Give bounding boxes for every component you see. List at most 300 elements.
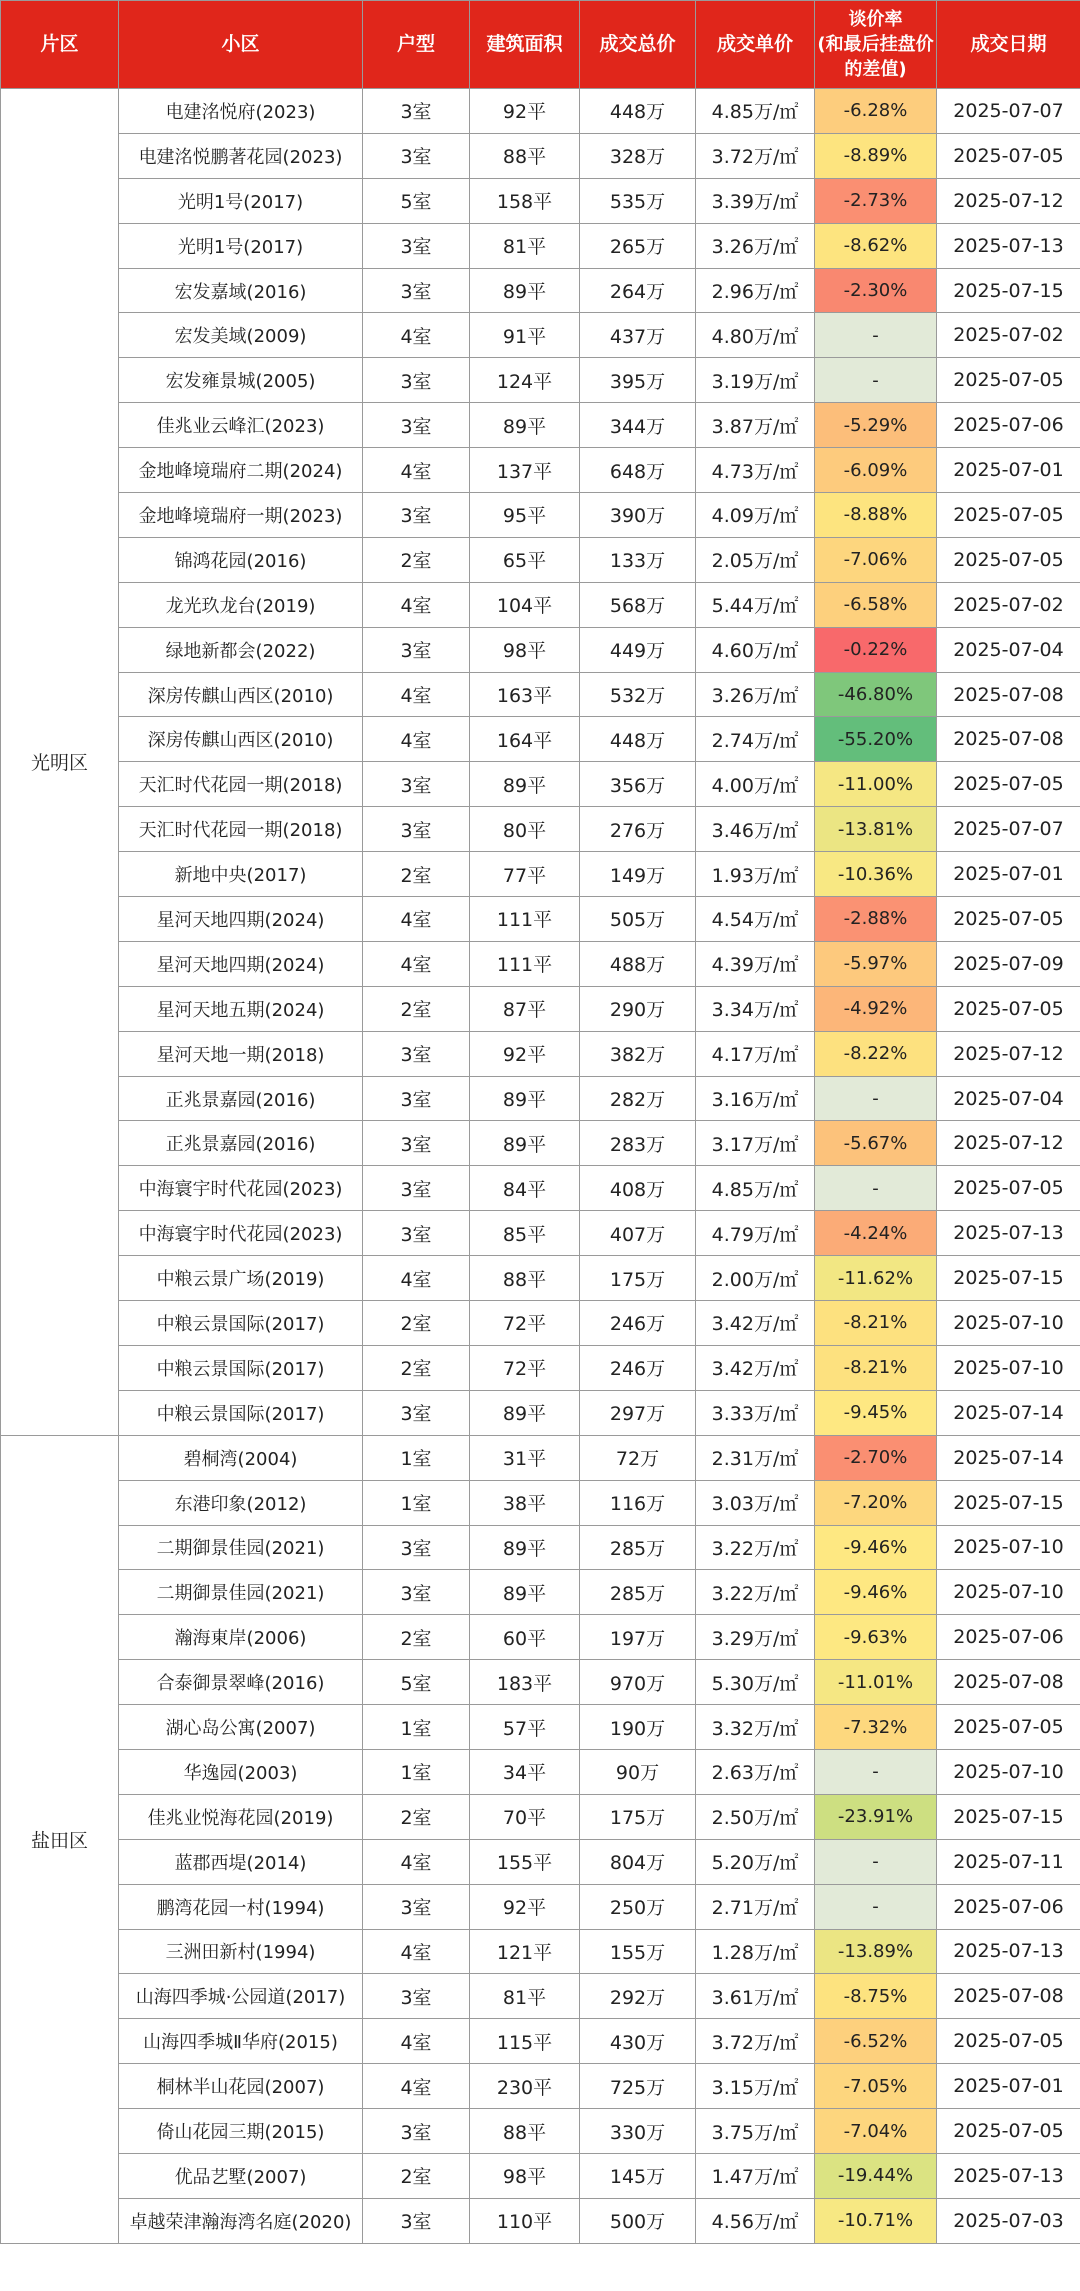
discount-rate-cell: -11.00%: [815, 762, 937, 807]
table-row: [1, 1211, 1080, 1256]
total-price-cell: 265万: [580, 223, 696, 268]
unit-price-cell: 4.60万/㎡: [696, 627, 815, 672]
community-cell: 深房传麒山西区(2010): [119, 717, 363, 762]
layout-cell: 4室: [363, 448, 470, 493]
table-row: [1, 1345, 1080, 1390]
unit-price-cell: 4.79万/㎡: [696, 1211, 815, 1256]
area-cell: 80平: [470, 807, 580, 852]
date-cell: 2025-07-10: [937, 1570, 1080, 1615]
community-cell: 华逸园(2003): [119, 1749, 363, 1794]
discount-rate-cell: -6.28%: [815, 89, 937, 134]
layout-cell: 3室: [363, 2109, 470, 2154]
unit-price-cell: 2.63万/㎡: [696, 1749, 815, 1794]
date-cell: 2025-07-13: [937, 2153, 1080, 2198]
discount-rate-cell: -23.91%: [815, 1794, 937, 1839]
layout-cell: 3室: [363, 1031, 470, 1076]
date-cell: 2025-07-05: [937, 2019, 1080, 2064]
layout-cell: 3室: [363, 133, 470, 178]
area-cell: 89平: [470, 762, 580, 807]
date-cell: 2025-07-04: [937, 627, 1080, 672]
table-row: [1, 223, 1080, 268]
unit-price-cell: 2.71万/㎡: [696, 1884, 815, 1929]
community-cell: 中粮云景广场(2019): [119, 1256, 363, 1301]
community-cell: 宏发美域(2009): [119, 313, 363, 358]
discount-rate-cell: -6.58%: [815, 582, 937, 627]
community-cell: 中粮云景国际(2017): [119, 1390, 363, 1435]
discount-rate-cell: -2.30%: [815, 268, 937, 313]
layout-cell: 2室: [363, 537, 470, 582]
col-header-date: 成交日期: [937, 1, 1080, 89]
discount-rate-cell: -7.06%: [815, 537, 937, 582]
unit-price-cell: 4.73万/㎡: [696, 448, 815, 493]
layout-cell: 2室: [363, 852, 470, 897]
area-cell: 158平: [470, 178, 580, 223]
area-cell: 34平: [470, 1749, 580, 1794]
table-row: [1, 133, 1080, 178]
layout-cell: 3室: [363, 403, 470, 448]
date-cell: 2025-07-05: [937, 358, 1080, 403]
total-price-cell: 297万: [580, 1390, 696, 1435]
community-cell: 电建洺悦府(2023): [119, 89, 363, 134]
area-cell: 91平: [470, 313, 580, 358]
discount-rate-cell: -2.73%: [815, 178, 937, 223]
area-cell: 121平: [470, 1929, 580, 1974]
table-row: [1, 1435, 1080, 1480]
area-cell: 77平: [470, 852, 580, 897]
total-price-cell: 390万: [580, 493, 696, 538]
unit-price-cell: 4.17万/㎡: [696, 1031, 815, 1076]
date-cell: 2025-07-05: [937, 133, 1080, 178]
community-cell: 深房传麒山西区(2010): [119, 672, 363, 717]
total-price-cell: 505万: [580, 897, 696, 942]
table-row: [1, 1974, 1080, 2019]
total-price-cell: 290万: [580, 986, 696, 1031]
unit-price-cell: 4.09万/㎡: [696, 493, 815, 538]
unit-price-cell: 3.61万/㎡: [696, 1974, 815, 2019]
area-cell: 163平: [470, 672, 580, 717]
total-price-cell: 356万: [580, 762, 696, 807]
area-cell: 57平: [470, 1705, 580, 1750]
community-cell: 新地中央(2017): [119, 852, 363, 897]
table-row: [1, 313, 1080, 358]
unit-price-cell: 4.00万/㎡: [696, 762, 815, 807]
community-cell: 碧桐湾(2004): [119, 1435, 363, 1480]
layout-cell: 2室: [363, 1615, 470, 1660]
date-cell: 2025-07-01: [937, 448, 1080, 493]
layout-cell: 4室: [363, 717, 470, 762]
area-cell: 111平: [470, 897, 580, 942]
unit-price-cell: 3.19万/㎡: [696, 358, 815, 403]
date-cell: 2025-07-05: [937, 1166, 1080, 1211]
table-row: [1, 1031, 1080, 1076]
discount-rate-cell: -2.88%: [815, 897, 937, 942]
community-cell: 佳兆业云峰汇(2023): [119, 403, 363, 448]
total-price-cell: 488万: [580, 941, 696, 986]
community-cell: 龙光玖龙台(2019): [119, 582, 363, 627]
date-cell: 2025-07-14: [937, 1390, 1080, 1435]
unit-price-cell: 4.85万/㎡: [696, 89, 815, 134]
district-cell: 盐田区: [1, 1435, 119, 2243]
community-cell: 桐林半山花园(2007): [119, 2064, 363, 2109]
date-cell: 2025-07-05: [937, 1705, 1080, 1750]
layout-cell: 3室: [363, 1974, 470, 2019]
area-cell: 72平: [470, 1301, 580, 1346]
total-price-cell: 145万: [580, 2153, 696, 2198]
discount-rate-cell: -55.20%: [815, 717, 937, 762]
unit-price-cell: 3.72万/㎡: [696, 2019, 815, 2064]
discount-rate-cell: -5.97%: [815, 941, 937, 986]
discount-rate-cell: -2.70%: [815, 1435, 937, 1480]
area-cell: 111平: [470, 941, 580, 986]
total-price-cell: 282万: [580, 1076, 696, 1121]
area-cell: 60平: [470, 1615, 580, 1660]
area-cell: 92平: [470, 1031, 580, 1076]
date-cell: 2025-07-08: [937, 717, 1080, 762]
discount-rate-cell: -: [815, 1839, 937, 1884]
community-cell: 佳兆业悦海花园(2019): [119, 1794, 363, 1839]
total-price-cell: 532万: [580, 672, 696, 717]
community-cell: 绿地新都会(2022): [119, 627, 363, 672]
layout-cell: 2室: [363, 986, 470, 1031]
date-cell: 2025-07-03: [937, 2198, 1080, 2243]
discount-rate-cell: -7.32%: [815, 1705, 937, 1750]
community-cell: 山海四季城Ⅱ华府(2015): [119, 2019, 363, 2064]
unit-price-cell: 1.28万/㎡: [696, 1929, 815, 1974]
unit-price-cell: 3.22万/㎡: [696, 1525, 815, 1570]
discount-rate-cell: -: [815, 358, 937, 403]
total-price-cell: 149万: [580, 852, 696, 897]
area-cell: 81平: [470, 223, 580, 268]
unit-price-cell: 3.75万/㎡: [696, 2109, 815, 2154]
table-row: [1, 807, 1080, 852]
discount-rate-cell: -: [815, 313, 937, 358]
area-cell: 84平: [470, 1166, 580, 1211]
unit-price-cell: 4.80万/㎡: [696, 313, 815, 358]
total-price-cell: 197万: [580, 1615, 696, 1660]
discount-rate-cell: -8.62%: [815, 223, 937, 268]
layout-cell: 2室: [363, 1794, 470, 1839]
community-cell: 三洲田新村(1994): [119, 1929, 363, 1974]
layout-cell: 4室: [363, 672, 470, 717]
area-cell: 89平: [470, 268, 580, 313]
unit-price-cell: 3.26万/㎡: [696, 672, 815, 717]
table-row: [1, 2198, 1080, 2243]
area-cell: 65平: [470, 537, 580, 582]
layout-cell: 3室: [363, 358, 470, 403]
unit-price-cell: 2.74万/㎡: [696, 717, 815, 762]
community-cell: 瀚海東岸(2006): [119, 1615, 363, 1660]
layout-cell: 4室: [363, 313, 470, 358]
table-row: [1, 582, 1080, 627]
unit-price-cell: 1.93万/㎡: [696, 852, 815, 897]
discount-rate-cell: -9.45%: [815, 1390, 937, 1435]
table-row: [1, 493, 1080, 538]
area-cell: 70平: [470, 1794, 580, 1839]
area-cell: 98平: [470, 2153, 580, 2198]
area-cell: 155平: [470, 1839, 580, 1884]
date-cell: 2025-07-13: [937, 1211, 1080, 1256]
unit-price-cell: 4.39万/㎡: [696, 941, 815, 986]
discount-rate-cell: -11.62%: [815, 1256, 937, 1301]
community-cell: 电建洺悦鹏著花园(2023): [119, 133, 363, 178]
date-cell: 2025-07-12: [937, 1121, 1080, 1166]
discount-rate-cell: -: [815, 1884, 937, 1929]
layout-cell: 3室: [363, 89, 470, 134]
table-row: [1, 1615, 1080, 1660]
date-cell: 2025-07-05: [937, 537, 1080, 582]
unit-price-cell: 3.72万/㎡: [696, 133, 815, 178]
total-price-cell: 449万: [580, 627, 696, 672]
community-cell: 光明1号(2017): [119, 223, 363, 268]
date-cell: 2025-07-01: [937, 852, 1080, 897]
unit-price-cell: 3.42万/㎡: [696, 1345, 815, 1390]
community-cell: 星河天地五期(2024): [119, 986, 363, 1031]
unit-price-cell: 2.05万/㎡: [696, 537, 815, 582]
table-row: [1, 1301, 1080, 1346]
area-cell: 85平: [470, 1211, 580, 1256]
total-price-cell: 264万: [580, 268, 696, 313]
date-cell: 2025-07-06: [937, 1615, 1080, 1660]
date-cell: 2025-07-15: [937, 1794, 1080, 1839]
unit-price-cell: 3.03万/㎡: [696, 1480, 815, 1525]
date-cell: 2025-07-07: [937, 89, 1080, 134]
layout-cell: 4室: [363, 897, 470, 942]
layout-cell: 2室: [363, 1345, 470, 1390]
table-row: [1, 1749, 1080, 1794]
total-price-cell: 72万: [580, 1435, 696, 1480]
total-price-cell: 175万: [580, 1256, 696, 1301]
total-price-cell: 250万: [580, 1884, 696, 1929]
community-cell: 宏发雍景城(2005): [119, 358, 363, 403]
unit-price-cell: 3.34万/㎡: [696, 986, 815, 1031]
unit-price-cell: 3.46万/㎡: [696, 807, 815, 852]
discount-rate-cell: -9.63%: [815, 1615, 937, 1660]
table-row: [1, 358, 1080, 403]
total-price-cell: 285万: [580, 1570, 696, 1615]
table-row: [1, 986, 1080, 1031]
unit-price-cell: 3.15万/㎡: [696, 2064, 815, 2109]
unit-price-cell: 3.29万/㎡: [696, 1615, 815, 1660]
date-cell: 2025-07-11: [937, 1839, 1080, 1884]
district-cell: 光明区: [1, 89, 119, 1436]
community-cell: 金地峰境瑞府一期(2023): [119, 493, 363, 538]
total-price-cell: 648万: [580, 448, 696, 493]
layout-cell: 2室: [363, 1301, 470, 1346]
discount-rate-cell: -4.92%: [815, 986, 937, 1031]
discount-rate-cell: -8.22%: [815, 1031, 937, 1076]
community-cell: 卓越荣津瀚海湾名庭(2020): [119, 2198, 363, 2243]
discount-rate-cell: -7.04%: [815, 2109, 937, 2154]
layout-cell: 3室: [363, 762, 470, 807]
date-cell: 2025-07-12: [937, 1031, 1080, 1076]
table-row: [1, 1166, 1080, 1211]
table-row: [1, 89, 1080, 134]
unit-price-cell: 4.56万/㎡: [696, 2198, 815, 2243]
area-cell: 164平: [470, 717, 580, 762]
table-row: [1, 1525, 1080, 1570]
layout-cell: 1室: [363, 1705, 470, 1750]
discount-rate-cell: -4.24%: [815, 1211, 937, 1256]
community-cell: 中海寰宇时代花园(2023): [119, 1211, 363, 1256]
community-cell: 湖心岛公寓(2007): [119, 1705, 363, 1750]
date-cell: 2025-07-15: [937, 268, 1080, 313]
date-cell: 2025-07-05: [937, 762, 1080, 807]
table-row: [1, 2153, 1080, 2198]
table-row: [1, 1660, 1080, 1705]
total-price-cell: 437万: [580, 313, 696, 358]
layout-cell: 5室: [363, 178, 470, 223]
layout-cell: 3室: [363, 807, 470, 852]
community-cell: 星河天地一期(2018): [119, 1031, 363, 1076]
total-price-cell: 970万: [580, 1660, 696, 1705]
col-header-area: 建筑面积: [470, 1, 580, 89]
table-row: [1, 852, 1080, 897]
discount-rate-cell: -11.01%: [815, 1660, 937, 1705]
area-cell: 92平: [470, 89, 580, 134]
discount-rate-cell: -6.52%: [815, 2019, 937, 2064]
unit-price-cell: 5.30万/㎡: [696, 1660, 815, 1705]
layout-cell: 2室: [363, 2153, 470, 2198]
area-cell: 124平: [470, 358, 580, 403]
layout-cell: 3室: [363, 1525, 470, 1570]
discount-rate-cell: -10.36%: [815, 852, 937, 897]
table-row: [1, 2019, 1080, 2064]
table-row: [1, 1884, 1080, 1929]
total-price-cell: 175万: [580, 1794, 696, 1839]
date-cell: 2025-07-10: [937, 1301, 1080, 1346]
area-cell: 89平: [470, 1121, 580, 1166]
community-cell: 中粮云景国际(2017): [119, 1345, 363, 1390]
table-row: [1, 897, 1080, 942]
table-row: [1, 1570, 1080, 1615]
date-cell: 2025-07-08: [937, 672, 1080, 717]
community-cell: 正兆景嘉园(2016): [119, 1121, 363, 1166]
layout-cell: 3室: [363, 2198, 470, 2243]
table-row: [1, 403, 1080, 448]
total-price-cell: 133万: [580, 537, 696, 582]
area-cell: 92平: [470, 1884, 580, 1929]
unit-price-cell: 3.33万/㎡: [696, 1390, 815, 1435]
total-price-cell: 500万: [580, 2198, 696, 2243]
table-row: [1, 1390, 1080, 1435]
table-row: [1, 178, 1080, 223]
community-cell: 正兆景嘉园(2016): [119, 1076, 363, 1121]
unit-price-cell: 5.44万/㎡: [696, 582, 815, 627]
date-cell: 2025-07-13: [937, 1929, 1080, 1974]
total-price-cell: 448万: [580, 89, 696, 134]
table-row: [1, 1929, 1080, 1974]
community-cell: 天汇时代花园一期(2018): [119, 762, 363, 807]
total-price-cell: 408万: [580, 1166, 696, 1211]
date-cell: 2025-07-15: [937, 1480, 1080, 1525]
discount-rate-cell: -13.89%: [815, 1929, 937, 1974]
area-cell: 230平: [470, 2064, 580, 2109]
unit-price-cell: 2.31万/㎡: [696, 1435, 815, 1480]
discount-rate-cell: -9.46%: [815, 1570, 937, 1615]
layout-cell: 4室: [363, 1839, 470, 1884]
date-cell: 2025-07-09: [937, 941, 1080, 986]
date-cell: 2025-07-05: [937, 897, 1080, 942]
total-price-cell: 283万: [580, 1121, 696, 1166]
discount-rate-cell: -8.21%: [815, 1301, 937, 1346]
community-cell: 倚山花园三期(2015): [119, 2109, 363, 2154]
date-cell: 2025-07-08: [937, 1660, 1080, 1705]
layout-cell: 1室: [363, 1480, 470, 1525]
community-cell: 宏发嘉域(2016): [119, 268, 363, 313]
date-cell: 2025-07-10: [937, 1749, 1080, 1794]
table-row: [1, 268, 1080, 313]
community-cell: 蓝郡西堤(2014): [119, 1839, 363, 1884]
unit-price-cell: 3.17万/㎡: [696, 1121, 815, 1166]
area-cell: 89平: [470, 1570, 580, 1615]
total-price-cell: 155万: [580, 1929, 696, 1974]
table-row: [1, 1121, 1080, 1166]
table-row: [1, 941, 1080, 986]
community-cell: 光明1号(2017): [119, 178, 363, 223]
discount-rate-cell: -5.29%: [815, 403, 937, 448]
discount-rate-cell: -10.71%: [815, 2198, 937, 2243]
date-cell: 2025-07-04: [937, 1076, 1080, 1121]
discount-rate-cell: -: [815, 1749, 937, 1794]
table-row: [1, 1794, 1080, 1839]
total-price-cell: 246万: [580, 1345, 696, 1390]
col-header-district: 片区: [1, 1, 119, 89]
date-cell: 2025-07-05: [937, 493, 1080, 538]
area-cell: 87平: [470, 986, 580, 1031]
unit-price-cell: 5.20万/㎡: [696, 1839, 815, 1884]
layout-cell: 3室: [363, 223, 470, 268]
date-cell: 2025-07-05: [937, 986, 1080, 1031]
community-cell: 锦鸿花园(2016): [119, 537, 363, 582]
area-cell: 31平: [470, 1435, 580, 1480]
area-cell: 104平: [470, 582, 580, 627]
table-row: [1, 1256, 1080, 1301]
unit-price-cell: 3.16万/㎡: [696, 1076, 815, 1121]
area-cell: 88平: [470, 133, 580, 178]
table-row: [1, 1705, 1080, 1750]
total-price-cell: 804万: [580, 1839, 696, 1884]
layout-cell: 3室: [363, 1076, 470, 1121]
table-row: [1, 537, 1080, 582]
community-cell: 二期御景佳园(2021): [119, 1525, 363, 1570]
layout-cell: 4室: [363, 582, 470, 627]
layout-cell: 3室: [363, 493, 470, 538]
date-cell: 2025-07-14: [937, 1435, 1080, 1480]
area-cell: 89平: [470, 1390, 580, 1435]
unit-price-cell: 3.39万/㎡: [696, 178, 815, 223]
col-header-discount-rate: 谈价率 (和最后挂盘价 的差值): [815, 1, 937, 89]
total-price-cell: 395万: [580, 358, 696, 403]
area-cell: 89平: [470, 403, 580, 448]
total-price-cell: 330万: [580, 2109, 696, 2154]
total-price-cell: 382万: [580, 1031, 696, 1076]
date-cell: 2025-07-02: [937, 582, 1080, 627]
unit-price-cell: 3.42万/㎡: [696, 1301, 815, 1346]
total-price-cell: 535万: [580, 178, 696, 223]
area-cell: 110平: [470, 2198, 580, 2243]
community-cell: 星河天地四期(2024): [119, 941, 363, 986]
total-price-cell: 285万: [580, 1525, 696, 1570]
area-cell: 89平: [470, 1525, 580, 1570]
date-cell: 2025-07-10: [937, 1525, 1080, 1570]
community-cell: 金地峰境瑞府二期(2024): [119, 448, 363, 493]
unit-price-cell: 2.50万/㎡: [696, 1794, 815, 1839]
unit-price-cell: 1.47万/㎡: [696, 2153, 815, 2198]
layout-cell: 1室: [363, 1749, 470, 1794]
date-cell: 2025-07-12: [937, 178, 1080, 223]
table-row: [1, 2064, 1080, 2109]
discount-rate-cell: -: [815, 1166, 937, 1211]
